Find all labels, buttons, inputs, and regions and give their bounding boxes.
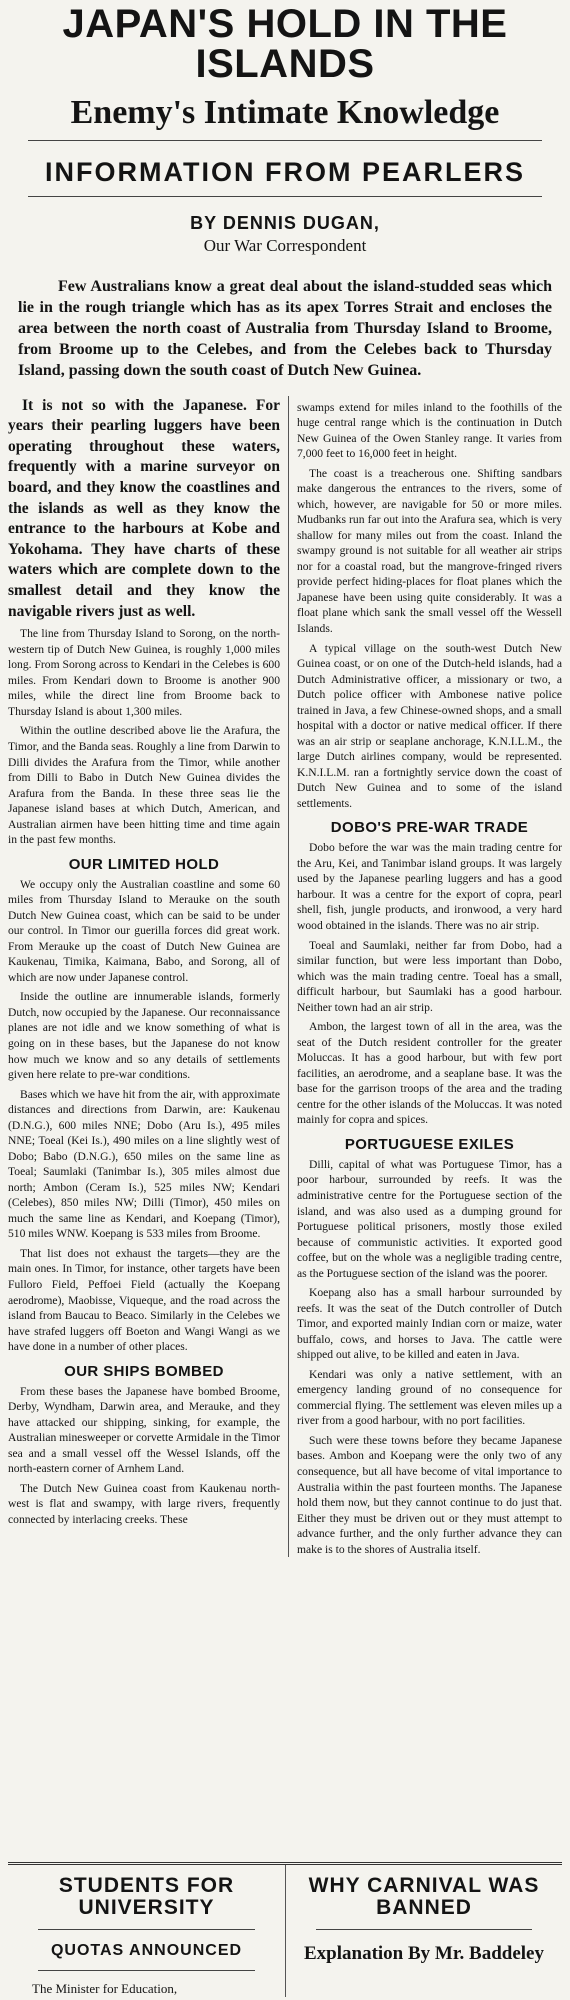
carnival-headline: WHY CARNIVAL WAS BANNED — [308, 1874, 540, 1920]
paragraph: Ambon, the largest town of all in the area, was the seat of the Dutch resident controller for the greater Moluccas. It has a good harbour, but with few port facilities, an aerodrome, and a seaplane base. It was the base for the garrison troops of the area and the trading centre for the other islands of the Moluccas. It was noted mainly for copra and spices. — [297, 1020, 562, 1127]
paragraph: Such were these towns before they became Japanese bases. Ambon and Koepang were the only two of any consequence, but all have become of vital importance to Australia within the past fourteen months. The Japanese hold them now, but they cannot continue to do just that. Either they must be driven out or they must attempt to advance further, and the only further advance they can make is to the shores of Australia itself. — [297, 1433, 562, 1556]
students-headline: STUDENTS FOR UNIVERSITY — [58, 1874, 235, 1920]
sub-headline: Enemy's Intimate Knowledge — [70, 94, 500, 131]
paragraph: The coast is a treacherous one. Shifting sandbars make dangerous the entrances to the rivers, some of which, however, are navigable for 50 or more miles. Mudbanks run far out into the Arafura sea, which is very shallow for many miles out from the coast. Inland the swampy ground is not suitable for all weather air strips nor for a coastal road, but the mangrove-fringed rivers provide perfect hiding-places for float planes which the Japanese have been using quite considerably. It was a float plane which sank the small vessel off the Wessell Islands. — [297, 466, 562, 635]
paragraph: We occupy only the Australian coastline and some 60 miles from Thursday Island to Merauke on the south Dutch New Guinea coast, which can be said to be under our control. In Timor our guerilla forces did great work. From Merauke up the coast of Dutch New Guinea are Kaukenau, Timika, Kaimana, Babo, and Sorong, all of which are now under Japanese control. — [8, 877, 280, 984]
paragraph: swamps extend for miles inland to the foothills of the huge central range which is the continuation in Dutch New Guinea of the Owen Stanley range. It varies from 7,000 feet to 16,000 feet in height. — [297, 400, 562, 461]
paragraph: The Dutch New Guinea coast from Kaukenau north-west is flat and swampy, with large rivers, frequently connected by interlacing creeks. These — [8, 1481, 280, 1526]
carnival-article — [285, 1865, 562, 1997]
paragraph: The line from Thursday Island to Sorong, on the north-western tip of Dutch New Guinea, is roughly 1,000 miles long. From Sorong across to Kendari in the Celebes is 600 miles. From Kendari down to Broome is another 900 miles, while the direct line from Broome back to Thursday Island is about 1,300 miles. — [8, 627, 280, 718]
paragraph: Within the outline described above lie the Arafura, the Timor, and the Banda seas. Roughly a line from Darwin to Dilli divides the Arafura from the Timor, while another from Dilli to Babo in Dutch New Guinea divides the Arafura from the Banda. In these three seas lie the Japanese island bases at which Dutch, American, and Australian airmen have been hitting time and time again in the past few months. — [8, 724, 280, 847]
paragraph: Kendari was only a native settlement, with an emergency landing ground of no consequence for commercial flying. The settlement was eleven miles up a river from a good harbour, with no port facilities. — [297, 1367, 562, 1428]
subheading-ships-bombed: OUR SHIPS BOMBED — [64, 1362, 224, 1380]
article-columns — [8, 396, 562, 1558]
section-divider — [28, 196, 542, 197]
lead-paragraph: It is not so with the Japanese. For years their pearling luggers have been operating throughout these waters, frequently with a marine surveyor on board, and they know the coastlines and the islands as well as they know the entrance to the harbours at Kobe and Yokohama. They have charts of these waters which are complete down to the smallest detail and they know the navigable rivers just as well. — [8, 396, 280, 620]
bottom-articles — [8, 1862, 562, 1997]
headline-divider — [28, 140, 542, 141]
byline-role: Our War Correspondent — [203, 236, 367, 255]
paragraph: A typical village on the south-west Dutch New Guinea coast, or on one of the Dutch-held islands, had a Dutch Administrative officer, a missionary or two, a Dutch police officer with Ambonese native police trained in Java, a few Chinese-owned shops, and a small hospital with a doctor or native medical officer. If there was an air strip or seaplane anchorage, K.N.I.L.M., the large Dutch airlines company, would be represented. K.N.I.L.M. ran a fortnightly service down the coast of Dutch New Guinea and to some of the island settlements. — [297, 641, 562, 810]
left-column — [8, 396, 288, 1558]
byline-author: BY DENNIS DUGAN, — [190, 213, 380, 233]
paragraph: Toeal and Saumlaki, neither far from Dobo, had a similar function, but were less important than Dobo, which was the main trading centre. Toeal has a small, difficult harbour, but Saumlaki has a good harbour. Neither town had an air strip. — [297, 938, 562, 1014]
main-headline: JAPAN'S HOLD IN THE ISLANDS — [62, 2, 508, 86]
paragraph: Dilli, capital of what was Portuguese Timor, has a poor harbour, surrounded by reefs. It was the administrative centre for the Portuguese section of the island, and was also used as a dumping ground for Portuguese political prisoners, mostly those exiled because of communistic activities. It exported good coffee, but on the whole was a negligible trading centre, as the Portuguese section of the island was the poorer. — [297, 1157, 562, 1280]
students-article — [8, 1865, 285, 1997]
paragraph: Koepang also has a small harbour surrounded by reefs. It was the seat of the Dutch controller of Dutch Timor, and exported mainly Indian corn or maize, water buffalo, cows, and horses to Java. The cattle were shipped out alive, to be killed and eaten in Java. — [297, 1286, 562, 1362]
students-text: The Minister for Education, — [32, 1981, 178, 1997]
paragraph: That list does not exhaust the targets—they are the main ones. In Timor, for instance, other targets have been Fulloro Field, Peffoei Field (actually the Koepang aerodrome), Maobisse, Viqueque, and the road across the island from Baucau to Beaco. Similarly in the Celebes we have strafed luggers off Boeton and Wangi Wangi as we have done in a number of other places. — [8, 1246, 280, 1354]
carnival-divider — [316, 1929, 532, 1930]
right-column — [288, 396, 562, 1558]
carnival-subheadline: Explanation By Mr. Baddeley — [303, 1943, 544, 1965]
paragraph: Inside the outline are innumerable islands, formerly Dutch, now occupied by the Japanese. Our reconnaissance planes are not idle and we know something of what is going on in these bases, but the Japanese do not know how much we know and so any details of settlements given here relate to pre-war conditions. — [8, 990, 280, 1082]
subheading-limited-hold: OUR LIMITED HOLD — [68, 855, 220, 873]
students-subheadline: QUOTAS ANNOUNCED — [50, 1942, 243, 1960]
students-divider-2 — [38, 1970, 255, 1971]
subheading-dobo-trade: DOBO'S PRE-WAR TRADE — [330, 819, 529, 837]
paragraph: Bases which we have hit from the air, with approximate distances and directions from Darwin, are: Kaukenau (D.N.G.), 600 miles NNE; Dobo (Aru Is.), 495 miles NNE; Toeal (Kei Is.), 490 miles on a line slightly west of Dobo; Babo (D.N.G.), 650 miles on the same line as Toeal; Saumlaki (Tanimbar Is.), 305 miles almost due north; Ambon (Ceram Is.), 525 miles NW; Kendari (Celebes), 850 miles NW; Dilli (Timor), 450 miles on much the same line as Kendari, and Koepang (Timor), 510 miles WNW. Koepang is 533 miles from Broome. — [8, 1087, 280, 1241]
students-divider — [38, 1929, 255, 1930]
subheading-portuguese-exiles: PORTUGUESE EXILES — [344, 1135, 515, 1153]
paragraph: From these bases the Japanese have bombed Broome, Derby, Wyndham, Darwin area, and Merauke, and they have attacked our shipping, sinking, for example, the Australian minesweeper or corvette Armidale in the Timor sea and a small vessel off the Wessel Islands, off the north-eastern corner of Arnhem Land. — [8, 1384, 280, 1476]
paragraph: Dobo before the war was the main trading centre for the Aru, Kei, and Tanimbar island groups. It was largely used by the Japanese pearling luggers and has a good harbour. It was a centre for the export of copra, pearl shell, fish, jungle products, and ironwood, a very hard wood obtained in the islands. There was no air strip. — [297, 841, 562, 933]
section-headline: INFORMATION FROM PEARLERS — [45, 157, 525, 187]
intro-paragraph: Few Australians know a great deal about the island-studded seas which lie in the rough triangle which has as its apex Torres Strait and encloses the area between the north coast of Australia from Thursday Island to Broome, from Broome up to the Celebes, and from the Celebes back to Thursday Island, passing down the south coast of Dutch New Guinea. — [18, 278, 552, 380]
